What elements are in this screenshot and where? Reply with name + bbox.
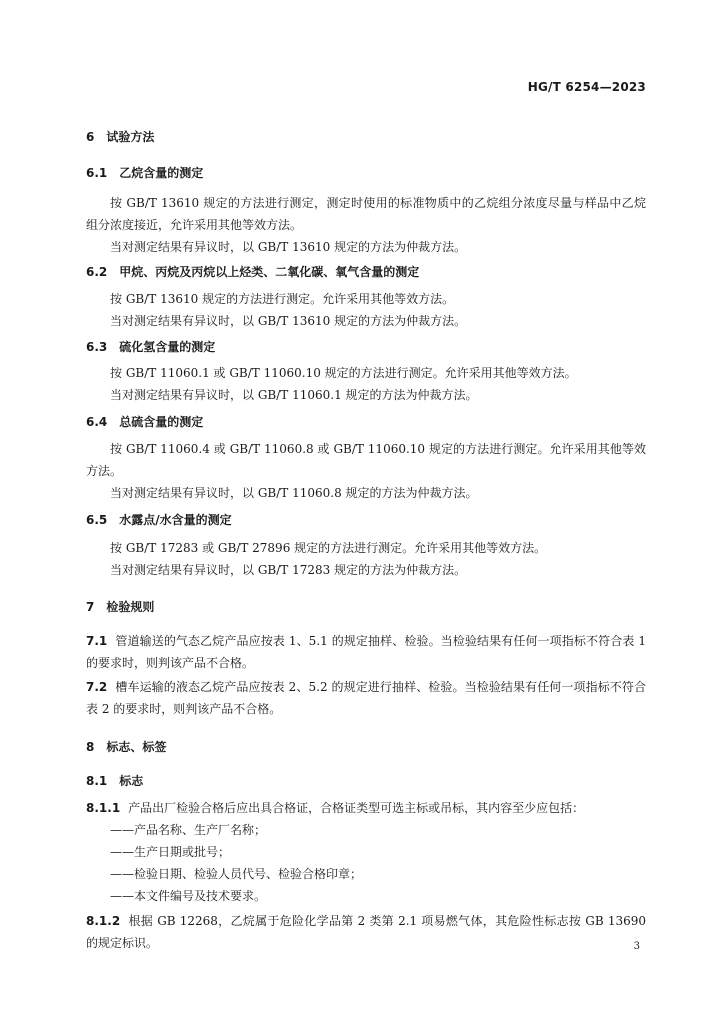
section-8-heading: 8 标志、标签 <box>86 740 167 754</box>
section-6-4-para-2: 当对测定结果有异议时，以 GB/T 11060.8 规定的方法为仲裁方法。 <box>110 486 478 500</box>
list-item: ——本文件编号及技术要求。 <box>110 889 267 903</box>
section-8-1-2-para: 8.1.2 根据 GB 12268，乙烷属于危险化学品第 2 类第 2.1 项易燃气体，其危险性标志按 GB 13690 的规定标识。 <box>86 914 646 950</box>
section-6-3-para-2: 当对测定结果有异议时，以 GB/T 11060.1 规定的方法为仲裁方法。 <box>110 388 478 402</box>
standard-code: HG/T 6254—2023 <box>527 80 646 94</box>
section-6-2-para-1: 按 GB/T 13610 规定的方法进行测定。允许采用其他等效方法。 <box>110 292 455 306</box>
list-item: ——生产日期或批号； <box>110 845 231 859</box>
list-item: ——检验日期、检验人员代号、检验合格印章； <box>110 867 363 881</box>
section-7-1-para: 7.1 管道输送的气态乙烷产品应按表 1、5.1 的规定抽样、检验。当检验结果有任何一项指标不符合表 1 的要求时，则判该产品不合格。 <box>86 634 646 670</box>
section-6-2-heading: 6.2 甲烷、丙烷及丙烷以上烃类、二氧化碳、氧气含量的测定 <box>86 265 420 279</box>
section-6-3-para-1: 按 GB/T 11060.1 或 GB/T 11060.10 规定的方法进行测定。允许采用其他等效方法。 <box>110 366 577 380</box>
section-6-1-para-2: 当对测定结果有异议时，以 GB/T 13610 规定的方法为仲裁方法。 <box>110 240 467 254</box>
section-8-1-heading: 8.1 标志 <box>86 774 144 788</box>
section-7-heading: 7 检验规则 <box>86 600 155 614</box>
section-6-5-heading: 6.5 水露点/水含量的测定 <box>86 513 232 527</box>
section-6-1-para-1: 按 GB/T 13610 规定的方法进行测定，测定时使用的标准物质中的乙烷组分浓度尽量与样品中乙烷组分浓度接近，允许采用其他等效方法。 <box>86 196 646 232</box>
section-6-4-heading: 6.4 总硫含量的测定 <box>86 415 204 429</box>
section-7-2-para: 7.2 槽车运输的液态乙烷产品应按表 2、5.2 的规定进行抽样、检验。当检验结果有任何一项指标不符合表 2 的要求时，则判该产品不合格。 <box>86 680 646 716</box>
section-8-1-1-para: 8.1.1 产品出厂检验合格后应出具合格证，合格证类型可选主标或吊标，其内容至少应包括： <box>86 801 585 815</box>
section-6-heading: 6 试验方法 <box>86 130 155 144</box>
section-6-4-para-1: 按 GB/T 11060.4 或 GB/T 11060.8 或 GB/T 11060.10 规定的方法进行测定。允许采用其他等效方法。 <box>86 442 646 478</box>
section-6-5-para-2: 当对测定结果有异议时，以 GB/T 17283 规定的方法为仲裁方法。 <box>110 563 467 577</box>
list-item: ——产品名称、生产厂名称； <box>110 823 267 837</box>
section-6-1-heading: 6.1 乙烷含量的测定 <box>86 166 204 180</box>
section-6-5-para-1: 按 GB/T 17283 或 GB/T 27896 规定的方法进行测定。允许采用其他等效方法。 <box>110 541 547 555</box>
section-6-3-heading: 6.3 硫化氢含量的测定 <box>86 340 216 354</box>
page-number: 3 <box>633 941 640 952</box>
section-6-2-para-2: 当对测定结果有异议时，以 GB/T 13610 规定的方法为仲裁方法。 <box>110 314 467 328</box>
